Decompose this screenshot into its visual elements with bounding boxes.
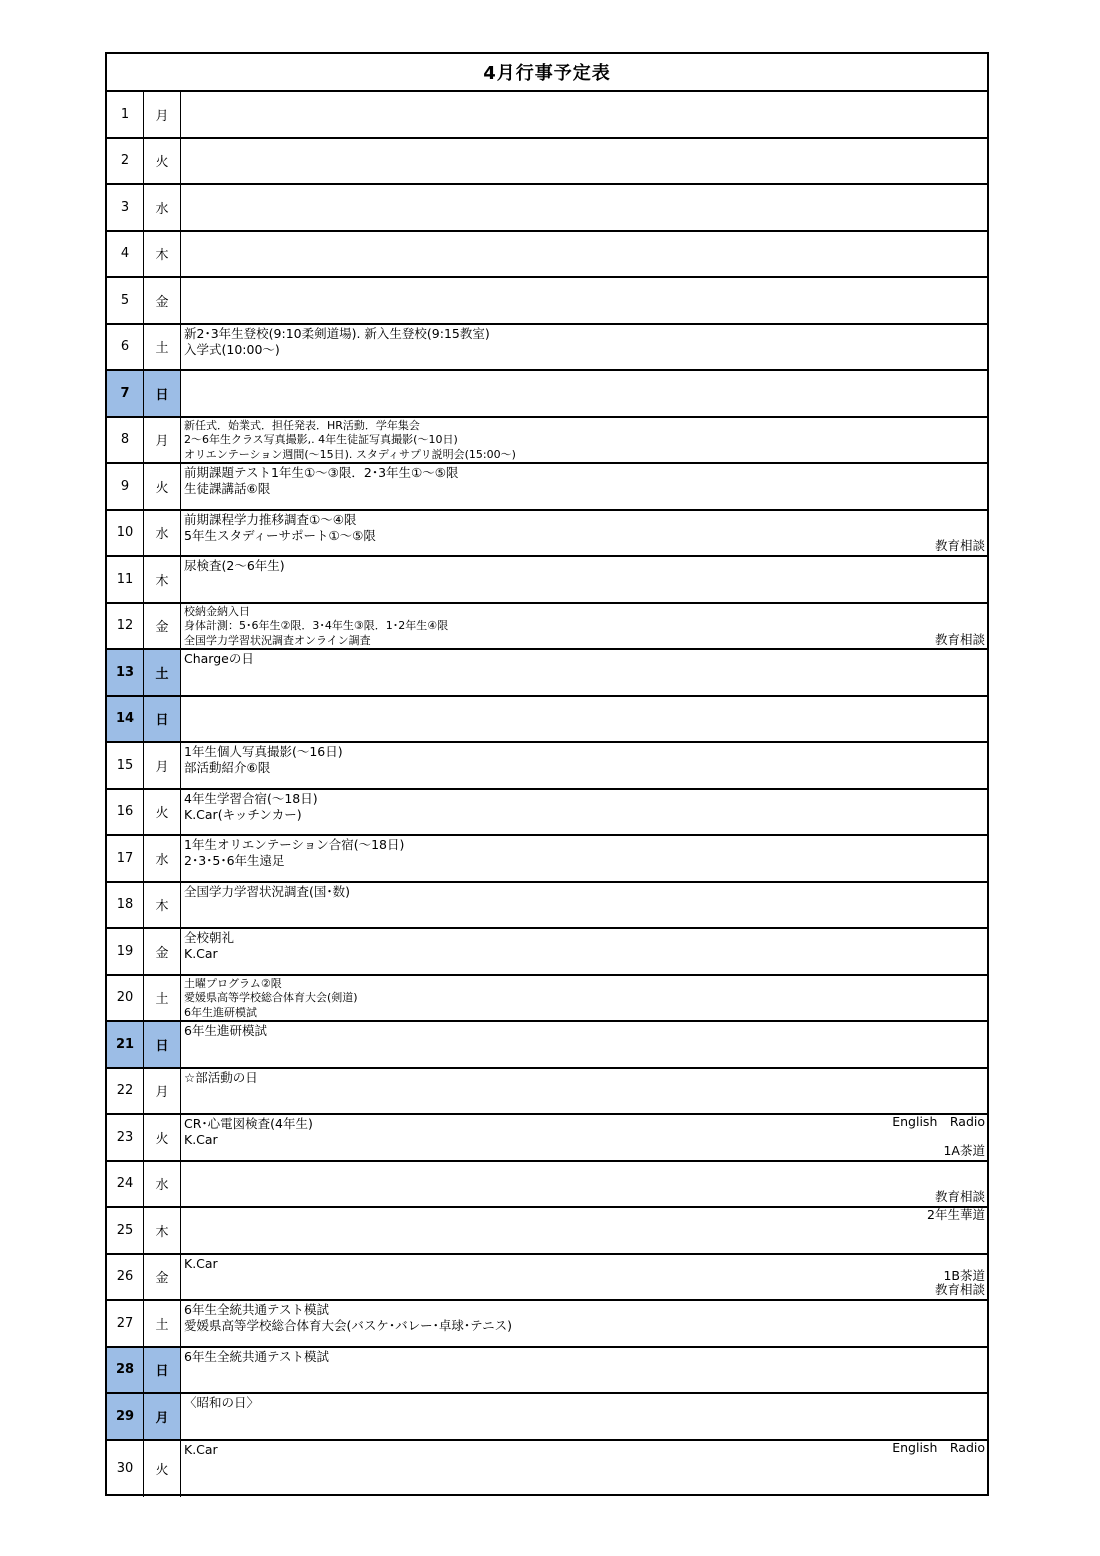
weekday: 金 [144,278,181,323]
weekday: 火 [144,1115,181,1160]
weekday: 月 [144,92,181,137]
day-number: 22 [107,1069,144,1114]
event-line: 新任式．始業式．担任発表．HR活動．学年集会 [184,418,420,432]
event-line: 5年生スタディーサポート①～⑤限 [184,527,376,543]
event-note-right: 2年生華道 [927,1207,985,1222]
table-row [107,464,987,511]
event-line: 尿検査(2～6年生) [184,558,285,573]
event-note-right: English Radio [892,1114,985,1129]
day-number: 17 [107,836,144,881]
event-line: K.Car [184,1441,218,1457]
event-cell [181,557,987,602]
event-line: 愛媛県高等学校総合体育大会(剣道) [184,991,358,1004]
weekday: 火 [144,1441,181,1497]
event-line: K.Car [184,946,218,961]
event-cell [181,185,987,230]
event-cell [181,464,987,509]
event-line: 2～6年生クラス写真撮影,. 4年生徒証写真撮影(～10日) [184,433,458,446]
event-cell [181,836,987,881]
event-cell [181,1115,987,1160]
event-cell [181,1162,987,1207]
table-row [107,1441,987,1497]
weekday: 土 [144,650,181,695]
weekday: 水 [144,185,181,230]
table-row [107,743,987,790]
table-row [107,1022,987,1069]
weekday: 土 [144,1301,181,1346]
event-line: 身体計測：5･6年生②限．3･4年生③限．1･2年生④限 [184,619,449,632]
event-cell [181,232,987,277]
event-line: ☆部活動の日 [184,1069,258,1085]
day-number: 21 [107,1022,144,1067]
table-row [107,976,987,1023]
event-line: 前期課題テスト1年生①～③限．2･3年生①～⑤限 [184,465,459,480]
event-cell [181,371,987,416]
day-number: 27 [107,1301,144,1346]
event-cell [181,1255,987,1300]
table-row [107,604,987,651]
table-row [107,1255,987,1302]
event-line: Chargeの日 [184,651,254,666]
event-cell [181,325,987,370]
event-cell [181,92,987,137]
weekday: 日 [144,1348,181,1393]
event-cell [181,697,987,742]
weekday: 金 [144,1255,181,1300]
event-cell [181,511,987,556]
table-row [107,790,987,837]
event-cell [181,139,987,184]
event-cell [181,1301,987,1346]
weekday: 火 [144,790,181,835]
event-cell [181,1069,987,1114]
event-note-right: 教育相談 [934,538,985,553]
event-cell [181,743,987,788]
schedule-table [105,52,989,1496]
weekday: 月 [144,1069,181,1114]
day-number: 6 [107,325,144,370]
event-line: 前期課程学力推移調査①～④限 [184,511,357,527]
table-row [107,1394,987,1441]
event-line: K.Car [184,1132,218,1147]
weekday: 水 [144,1162,181,1207]
table-row [107,371,987,418]
day-number: 8 [107,418,144,463]
table-row [107,232,987,279]
day-number: 19 [107,929,144,974]
event-cell [181,790,987,835]
weekday: 木 [144,557,181,602]
table-row [107,557,987,604]
table-row [107,325,987,372]
event-line: 土曜プログラム②限 [184,976,282,990]
event-line: K.Car(キッチンカー) [184,806,302,822]
weekday: 日 [144,1022,181,1067]
weekday: 日 [144,697,181,742]
event-cell [181,883,987,928]
event-cell [181,1441,987,1497]
event-line: 校納金納入日 [184,604,250,618]
event-line: 6年生進研模試 [184,1023,267,1038]
event-line: 6年生全統共通テスト模試 [184,1348,329,1364]
weekday: 火 [144,464,181,509]
event-note-right: 教育相談 [934,1282,985,1297]
table-row [107,1301,987,1348]
day-number: 7 [107,371,144,416]
event-note-right: English Radio [892,1439,985,1455]
weekday: 月 [144,418,181,463]
weekday: 水 [144,836,181,881]
event-line: 1年生オリエンテーション合宿(～18日) [184,837,405,852]
event-cell [181,650,987,695]
day-number: 10 [107,511,144,556]
weekday: 水 [144,511,181,556]
day-number: 9 [107,464,144,509]
day-number: 29 [107,1394,144,1439]
event-line: 2･3･5･6年生遠足 [184,853,285,868]
event-cell [181,418,987,463]
table-row [107,1348,987,1395]
table-row [107,929,987,976]
event-cell [181,604,987,649]
table-row [107,1069,987,1116]
event-line: 6年生進研模試 [184,1005,257,1019]
day-number: 16 [107,790,144,835]
weekday: 土 [144,976,181,1021]
day-number: 26 [107,1255,144,1300]
event-line: 1年生個人写真撮影(～16日) [184,744,343,759]
day-number: 20 [107,976,144,1021]
event-line: 全国学力学習状況調査(国･数) [184,883,351,899]
event-note-right: 1A茶道 [943,1142,985,1158]
weekday: 月 [144,1394,181,1439]
table-row [107,418,987,465]
weekday: 金 [144,604,181,649]
table-row [107,511,987,558]
table-row [107,92,987,139]
day-number: 30 [107,1441,144,1497]
event-line: 〈昭和の日〉 [184,1395,260,1410]
day-number: 1 [107,92,144,137]
day-number: 12 [107,604,144,649]
weekday: 木 [144,883,181,928]
day-number: 5 [107,278,144,323]
table-row [107,1115,987,1162]
event-cell [181,976,987,1021]
event-line: 全校朝礼 [184,930,235,945]
day-number: 13 [107,650,144,695]
weekday: 日 [144,371,181,416]
event-line: 4年生学習合宿(～18日) [184,790,318,806]
event-note-right: 教育相談 [934,631,985,647]
weekday: 月 [144,743,181,788]
day-number: 15 [107,743,144,788]
table-row [107,1162,987,1209]
table-row [107,1208,987,1255]
table-row [107,278,987,325]
event-line: K.Car [184,1255,218,1271]
table-row [107,650,987,697]
weekday: 火 [144,139,181,184]
event-cell [181,929,987,974]
event-line: 入学式(10:00～) [184,341,280,357]
day-number: 28 [107,1348,144,1393]
day-number: 2 [107,139,144,184]
weekday: 金 [144,929,181,974]
day-number: 25 [107,1208,144,1253]
event-note-right: 1B茶道 [943,1268,985,1283]
event-line: 6年生全統共通テスト模試 [184,1302,329,1317]
day-number: 4 [107,232,144,277]
event-cell [181,1022,987,1067]
day-number: 11 [107,557,144,602]
day-number: 14 [107,697,144,742]
event-cell [181,1348,987,1393]
weekday: 木 [144,1208,181,1253]
table-row [107,836,987,883]
weekday: 木 [144,232,181,277]
schedule-rows [107,92,987,1497]
day-number: 3 [107,185,144,230]
event-line: 新2･3年生登校(9:10柔剣道場). 新入生登校(9:15教室) [184,325,490,341]
event-line: 部活動紹介⑥限 [184,760,271,775]
day-number: 24 [107,1162,144,1207]
event-cell [181,1208,987,1253]
page-title: 4月行事予定表 [107,54,987,92]
event-cell [181,1394,987,1439]
event-cell [181,278,987,323]
weekday: 土 [144,325,181,370]
table-row [107,185,987,232]
table-row [107,697,987,744]
event-line: 愛媛県高等学校総合体育大会(バスケ･バレー･卓球･テニス) [184,1318,513,1333]
event-line: 全国学力学習状況調査オンライン調査 [184,633,371,647]
day-number: 18 [107,883,144,928]
event-line: CR･心電図検査(4年生) [184,1116,313,1131]
event-line: オリエンテーション週間(～15日). スタディサプリ説明会(15:00～) [184,447,516,461]
day-number: 23 [107,1115,144,1160]
table-row [107,139,987,186]
table-row [107,883,987,930]
event-note-right: 教育相談 [934,1189,985,1204]
event-line: 生徒課講話⑥限 [184,481,271,496]
